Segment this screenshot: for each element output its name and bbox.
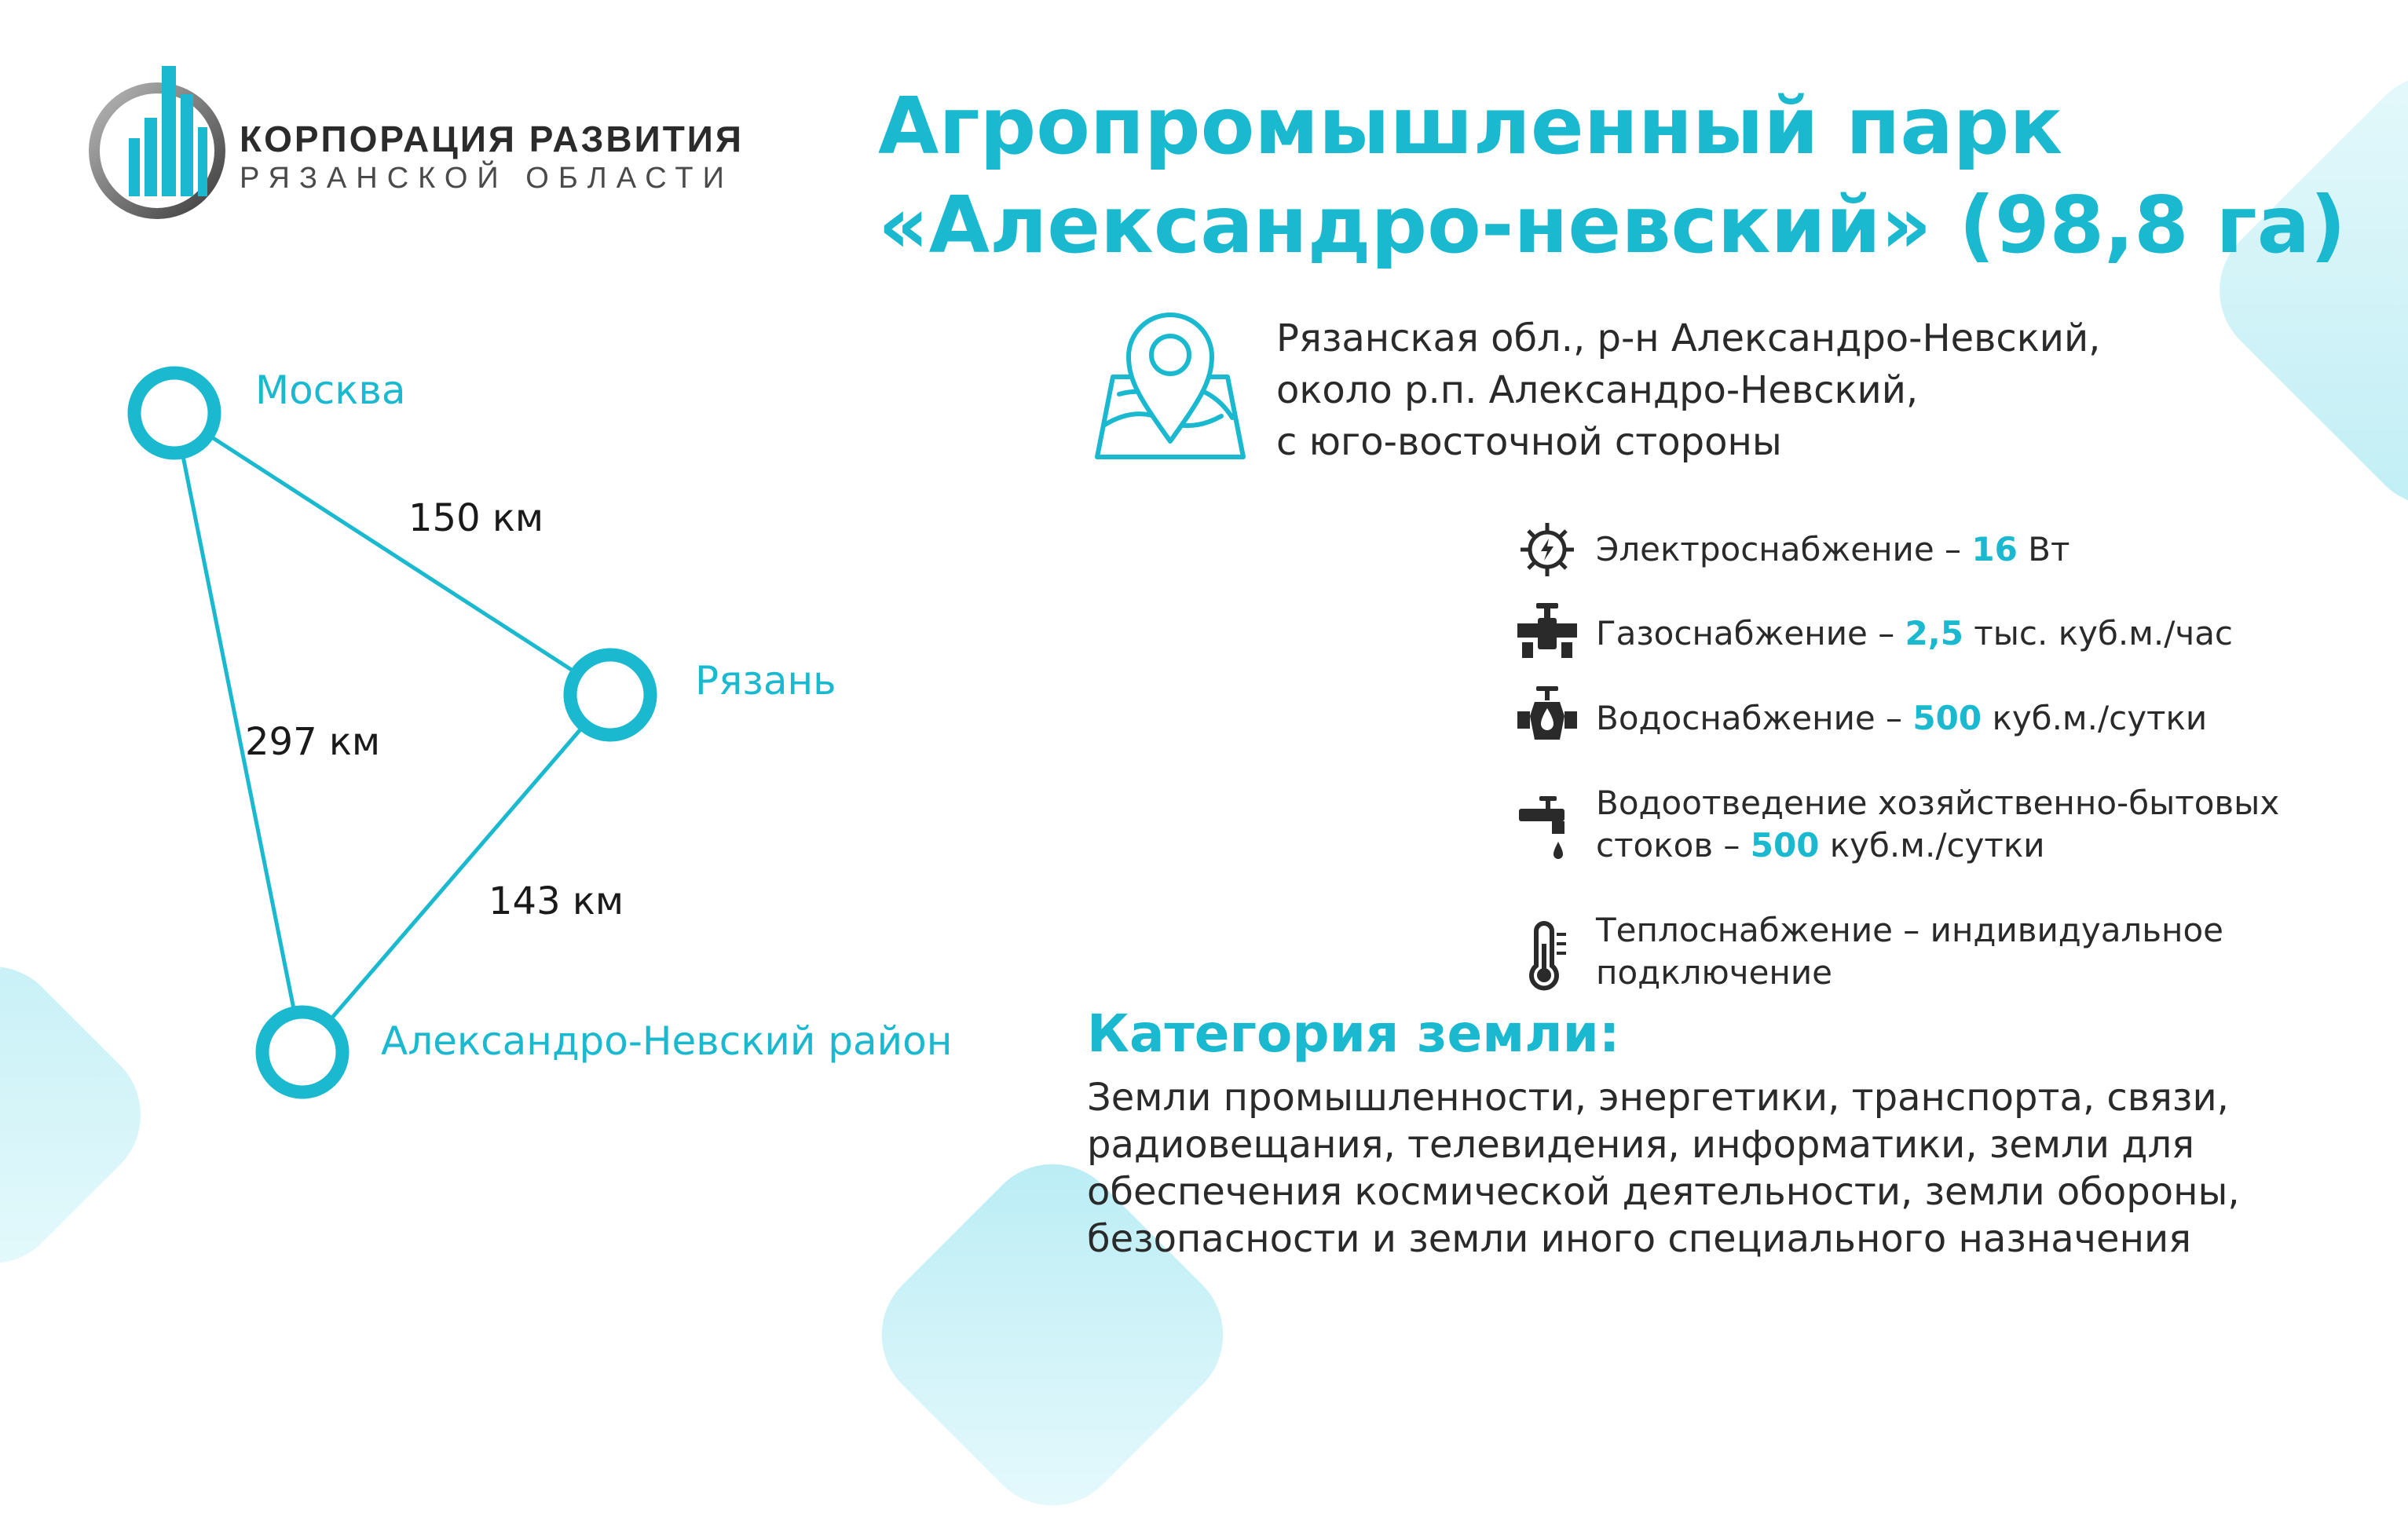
address-line-2: около р.п. Александро-Невский, [1276, 368, 1919, 412]
land-category-line-1: Земли промышленности, энергетики, транспорта, связи, [1087, 1076, 2229, 1120]
map-pin-icon [1088, 300, 1253, 465]
logo-emblem-icon [85, 63, 234, 220]
land-category-line-4: безопасности и земли иного специального назначения [1087, 1217, 2192, 1261]
infra-value-water: 500 [1912, 699, 1982, 737]
infra-item-gas: Газоснабжение – 2,5 тыс. куб.м./час [1596, 614, 2234, 652]
infra-value-gas: 2,5 [1905, 614, 1963, 652]
page-title-line-2: «Александро-невский» (98,8 га) [878, 179, 2346, 271]
city-label-moscow: Москва [255, 367, 406, 413]
infra-item-power: Электроснабжение – 16 Вт [1596, 530, 2070, 568]
infra-heating-line-2: подключение [1596, 953, 1833, 992]
city-label-district: Александро-Невский район [381, 1018, 953, 1064]
page-title [878, 77, 2370, 275]
city-node-ryazan [570, 655, 650, 735]
infra-value-power: 16 [1971, 530, 2018, 568]
power-gear-icon [1517, 520, 1577, 579]
distance-map [110, 345, 738, 1131]
city-label-ryazan: Рязань [695, 658, 836, 704]
infra-sewage-line-1: Водоотведение хозяйственно-бытовых [1596, 784, 2280, 822]
logo-title: КОРПОРАЦИЯ РАЗВИТИЯ [240, 119, 744, 159]
address-text [1276, 312, 2100, 468]
distance-label-ryazan-district: 143 км [489, 879, 624, 923]
city-node-district [262, 1012, 342, 1092]
land-category-text [1087, 1074, 2240, 1263]
thermometer-icon [1525, 920, 1572, 992]
address-line-3: с юго-восточной стороны [1276, 420, 1782, 464]
land-category-heading: Категория земли: [1087, 1003, 1620, 1064]
land-category-line-3: обеспечения космической деятельности, земли обороны, [1087, 1170, 2240, 1214]
infra-value-sewage: 500 [1750, 826, 1820, 864]
logo-subtitle: РЯЗАНСКОЙ ОБЛАСТИ [240, 162, 734, 195]
page-title-line-1: Агропромышленный парк [878, 80, 2063, 172]
gas-valve-icon [1516, 600, 1579, 663]
water-valve-icon [1516, 685, 1579, 747]
route-moscow-ryazan [174, 413, 610, 695]
infra-heating-line-1: Теплоснабжение – индивидуальное [1596, 911, 2224, 949]
address-line-1: Рязанская обл., р-н Александро-Невский, [1276, 316, 2101, 360]
land-category-line-2: радиовещания, телевидения, информатики, земли для [1087, 1123, 2194, 1167]
distance-label-moscow-district: 297 км [245, 720, 381, 764]
faucet-icon [1516, 793, 1579, 868]
infra-item-sewage: Водоотведение хозяйственно-бытовых стоков – 500 куб.м./сутки [1596, 784, 2280, 864]
infra-item-heating [1596, 909, 2223, 994]
city-node-moscow [134, 373, 214, 453]
infra-item-water: Водоснабжение – 500 куб.м./сутки [1596, 699, 2208, 737]
distance-label-moscow-ryazan: 150 км [408, 496, 544, 540]
